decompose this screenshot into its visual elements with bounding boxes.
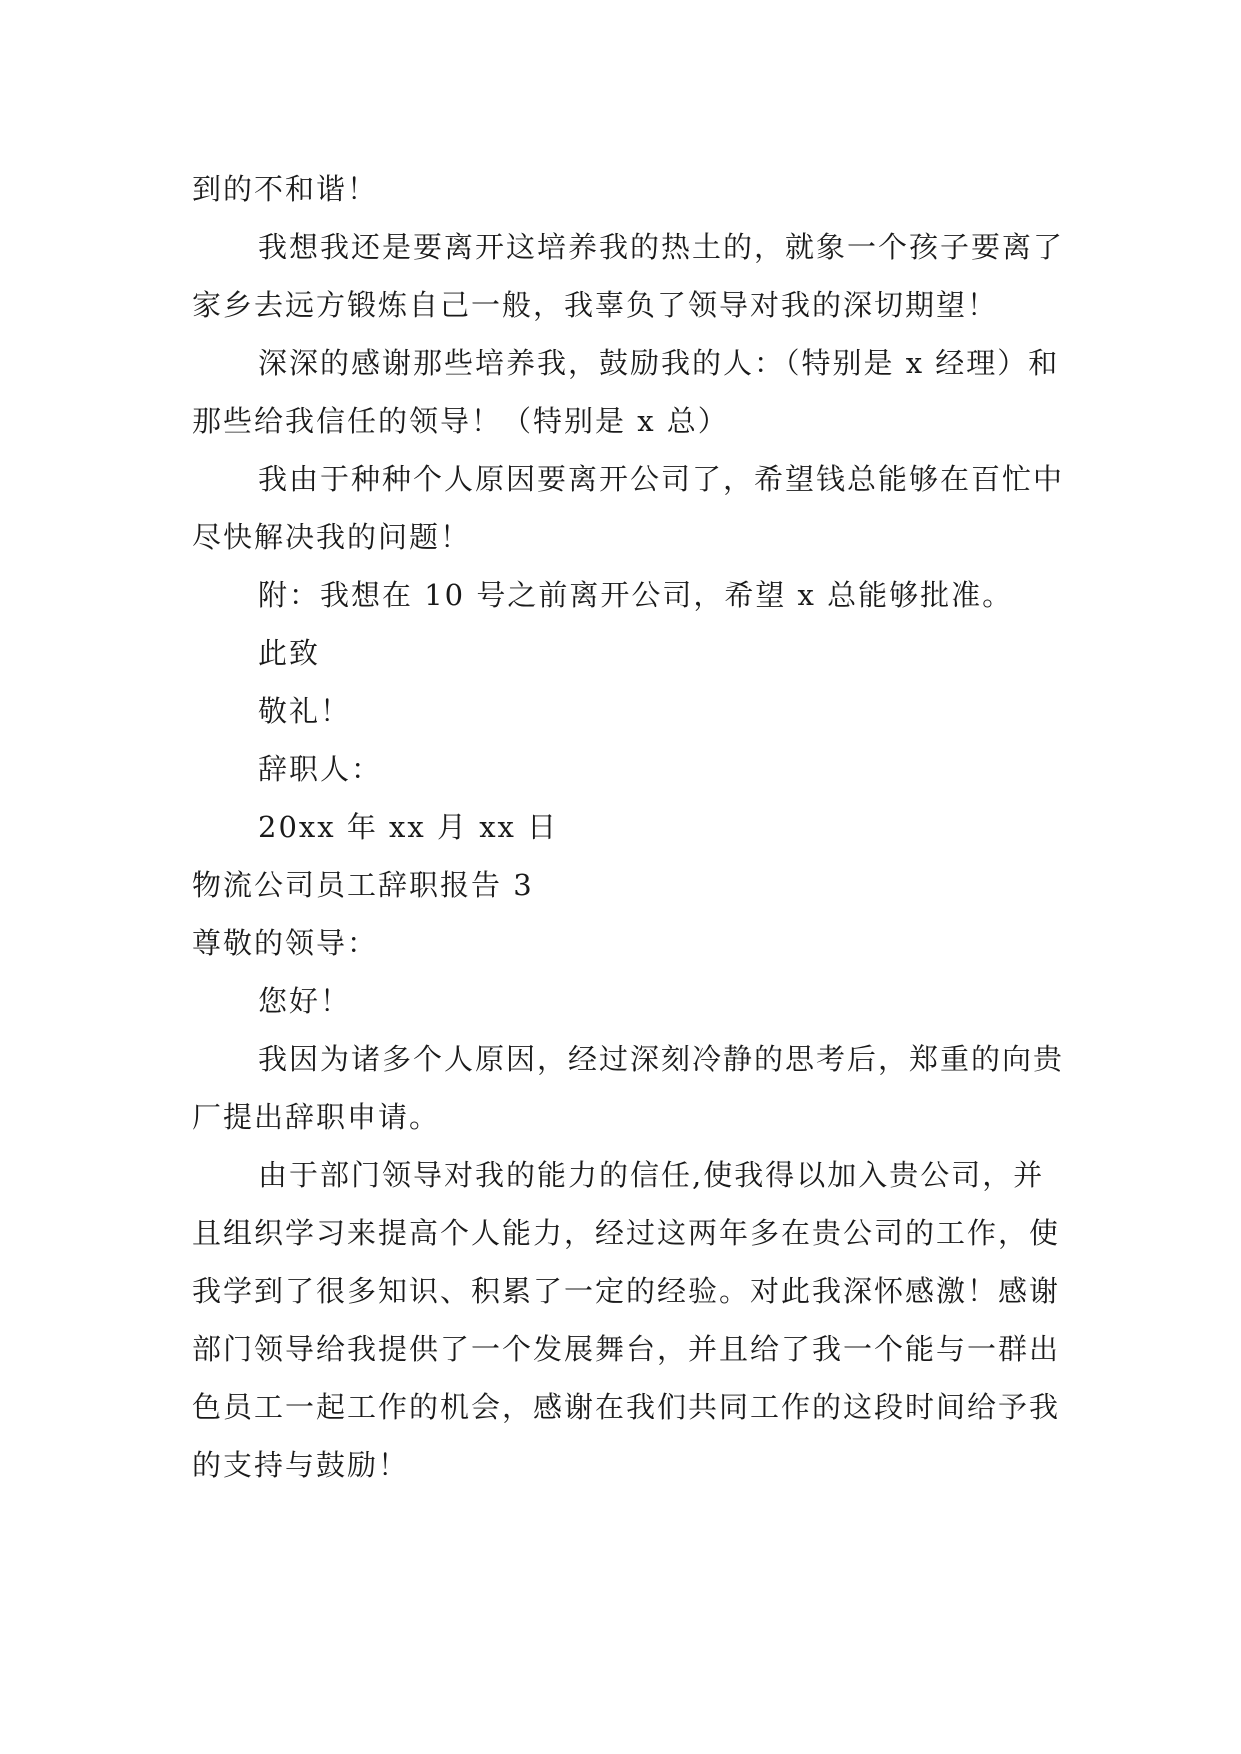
paragraph-continuation: 到的不和谐！ <box>192 172 379 206</box>
paragraph-reason: 我由于种种个人原因要离开公司了，希望钱总能够在百忙中尽快解决我的问题！ <box>192 462 1065 554</box>
section-heading: 物流公司员工辞职报告 3 <box>192 868 534 902</box>
closing-salutation: 此致 <box>258 636 321 670</box>
signature-date: 20xx 年 xx 月 xx 日 <box>258 810 559 844</box>
paragraph-leaving: 我想我还是要离开这培养我的热土的，就象一个孩子要离了家乡去远方锻炼自己一般，我辜负了领导对我的深切期望！ <box>192 230 1065 322</box>
closing-regards: 敬礼！ <box>258 694 352 728</box>
document-body <box>192 160 1067 1494</box>
paragraph-thanks: 深深的感谢那些培养我，鼓励我的人：（特别是 x 经理）和那些给我信任的领导！（特别是 x 总） <box>192 346 1060 438</box>
letter-greeting: 您好！ <box>258 984 352 1018</box>
signature-label: 辞职人： <box>258 752 383 786</box>
paragraph-note: 附：我想在 10 号之前离开公司，希望 x 总能够批准。 <box>258 578 1014 612</box>
paragraph-gratitude: 由于部门领导对我的能力的信任,使我得以加入贵公司，并且组织学习来提高个人能力，经过这两年多在贵公司的工作，使我学到了很多知识、积累了一定的经验。对此我深怀感激！感谢部门领导给我提供了一个发展舞台，并且给了我一个能与一群出色员工一起工作的机会，感谢在我们共同工作的这段时间给予我的支持与鼓励！ <box>192 1158 1061 1482</box>
letter-salutation: 尊敬的领导： <box>192 926 379 960</box>
paragraph-resignation-request: 我因为诸多个人原因，经过深刻冷静的思考后，郑重的向贵厂提出辞职申请。 <box>192 1042 1065 1134</box>
